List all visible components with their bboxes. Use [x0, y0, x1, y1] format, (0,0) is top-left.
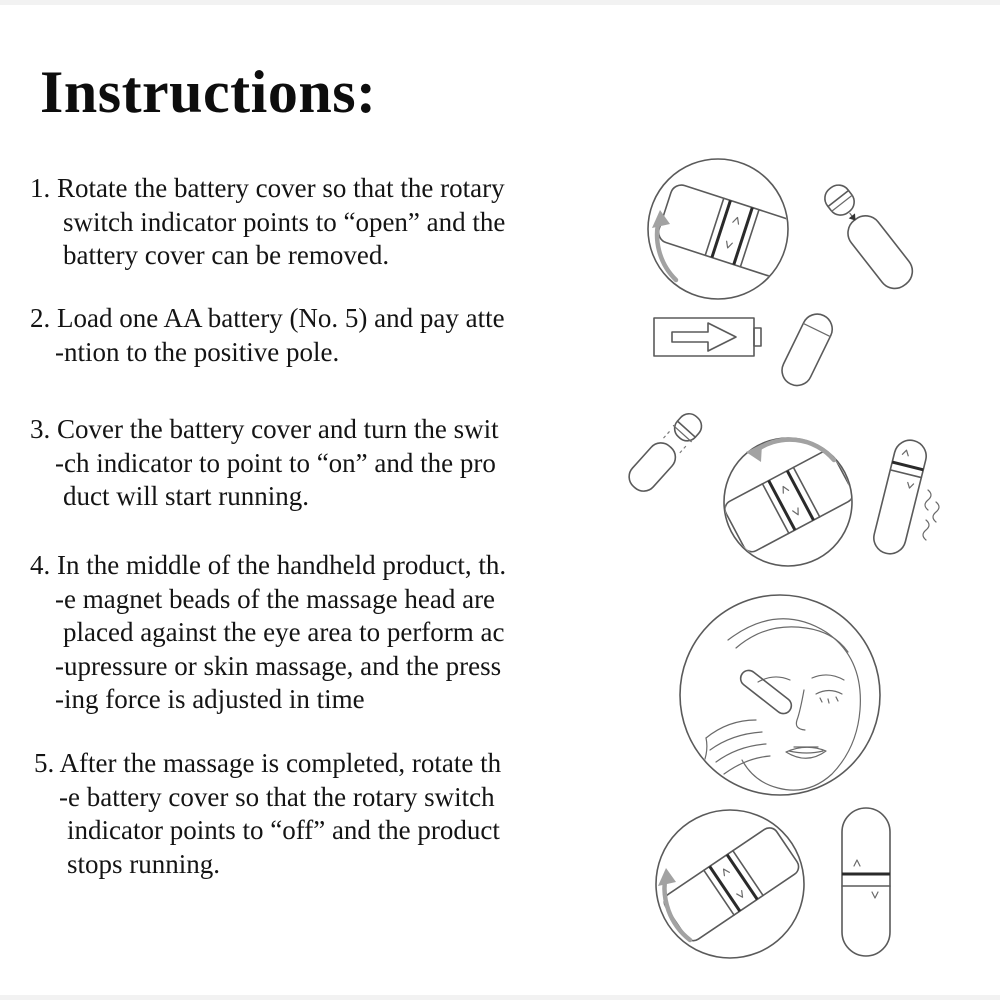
step-5: [34, 747, 501, 881]
figure-step2-insert-battery: [650, 298, 855, 398]
figure-step3-rotate-on: [628, 402, 943, 577]
step-4-line-5: -ing force is adjusted in time: [55, 684, 365, 714]
switch-closeup-icon: [722, 448, 856, 555]
page-bottom-edge: [0, 995, 1000, 1000]
step-3-line-3: duct will start running.: [63, 481, 309, 511]
step-3-line-2: -ch indicator to point to “on” and the pro: [55, 447, 496, 478]
figure-step4-eye-massage: [666, 588, 896, 806]
battery-cover-closeup-icon: [656, 182, 796, 279]
step-2-line-2: -ntion to the positive pole.: [55, 336, 340, 367]
rotation-arrowhead: [652, 210, 670, 228]
hand-holding-device-icon: [696, 720, 770, 778]
step-3-line-1: 3. Cover the battery cover and turn the swit: [30, 414, 499, 444]
step-5-line-4: stops running.: [67, 848, 221, 879]
vignette-circle: [680, 595, 880, 795]
magnifier-circle: [656, 810, 804, 958]
device-icon: [842, 808, 890, 956]
rotation-arrowhead: [658, 868, 676, 886]
step-3: [30, 413, 499, 514]
step-4: [30, 549, 506, 717]
magnifier-circle: [648, 159, 788, 299]
rotation-arrow-icon: [754, 440, 834, 460]
step-4-line-3: placed against the eye area to perform ac: [63, 617, 505, 647]
vibrating-device-icon: [870, 437, 929, 557]
step-1-line-1: 1. Rotate the battery cover so that the rotary: [30, 173, 505, 203]
face-illustration: [696, 619, 860, 790]
step-4-line-1: 4. In the middle of the handheld product, th.: [30, 550, 507, 580]
figure-step5-rotate-off: [650, 800, 905, 965]
figure-step1-rotate-open: [638, 152, 943, 307]
switch-closeup-icon: [661, 824, 802, 944]
step-2-line-1: 2. Load one AA battery (No. 5) and pay atte: [30, 303, 505, 333]
rotation-arrow-icon: [665, 874, 690, 940]
step-5-line-3: indicator points to “off” and the product: [67, 815, 500, 845]
battery-cover-icon: [628, 408, 707, 497]
step-1-line-3: battery cover can be removed.: [63, 240, 390, 270]
page-top-edge: [0, 0, 1000, 5]
step-5-line-1: 5. After the massage is completed, rotate th: [34, 748, 502, 778]
device-cap-removed-icon: [817, 178, 919, 295]
step-1: [30, 172, 505, 273]
device-body-icon: [777, 309, 837, 390]
step-5-line-2: -e battery cover so that the rotary switch: [59, 781, 495, 812]
insert-arrow-icon: [672, 323, 736, 351]
rotation-arrowhead: [746, 444, 762, 462]
step-2: [30, 302, 505, 369]
step-4-line-4: -upressure or skin massage, and the press: [55, 650, 502, 681]
step-4-line-2: -e magnet beads of the massage head are: [55, 583, 496, 614]
step-1-line-2: switch indicator points to “open” and the: [63, 206, 506, 237]
massage-device-icon: [737, 667, 794, 717]
vibration-lines-icon: [923, 490, 939, 540]
page-title: Instructions:: [40, 59, 377, 125]
